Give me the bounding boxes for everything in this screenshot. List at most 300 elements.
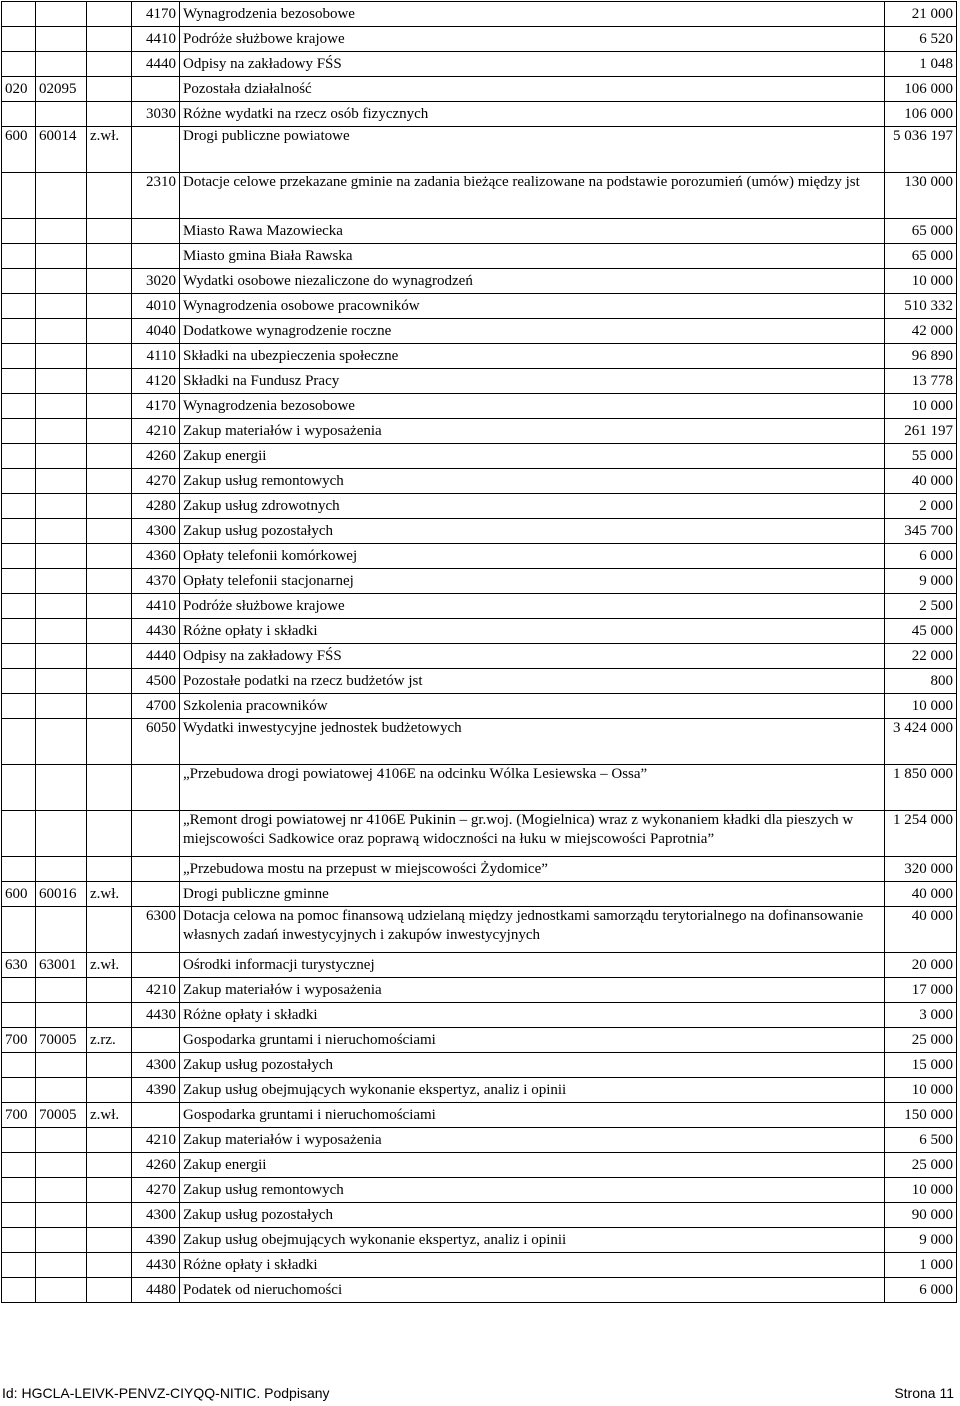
amount-cell: 345 700 — [885, 519, 957, 544]
amount-cell: 20 000 — [885, 953, 957, 978]
rozdzial-cell — [36, 694, 87, 719]
zadanie-cell — [87, 694, 132, 719]
rozdzial-cell — [36, 569, 87, 594]
zadanie-cell — [87, 765, 132, 811]
paragraf-cell — [132, 219, 180, 244]
table-row — [2, 269, 957, 294]
rozdzial-cell — [36, 52, 87, 77]
table-row — [2, 644, 957, 669]
description-cell: Podróże służbowe krajowe — [180, 594, 885, 619]
paragraf-cell: 4280 — [132, 494, 180, 519]
rozdzial-cell: 70005 — [36, 1028, 87, 1053]
zadanie-cell — [87, 2, 132, 27]
description-cell: Miasto Rawa Mazowiecka — [180, 219, 885, 244]
description-cell: Wynagrodzenia osobowe pracowników — [180, 294, 885, 319]
table-row — [2, 52, 957, 77]
description-cell: Różne wydatki na rzecz osób fizycznych — [180, 102, 885, 127]
table-row — [2, 27, 957, 52]
amount-cell: 40 000 — [885, 469, 957, 494]
dzial-cell — [2, 319, 36, 344]
dzial-cell — [2, 811, 36, 857]
amount-cell: 6 000 — [885, 1278, 957, 1303]
table-row — [2, 102, 957, 127]
paragraf-cell: 6050 — [132, 719, 180, 765]
zadanie-cell — [87, 569, 132, 594]
amount-cell: 510 332 — [885, 294, 957, 319]
dzial-cell — [2, 1153, 36, 1178]
amount-cell: 15 000 — [885, 1053, 957, 1078]
description-cell: Opłaty telefonii komórkowej — [180, 544, 885, 569]
table-row — [2, 2, 957, 27]
rozdzial-cell — [36, 765, 87, 811]
zadanie-cell — [87, 369, 132, 394]
dzial-cell — [2, 52, 36, 77]
description-cell: Wydatki osobowe niezaliczone do wynagrodzeń — [180, 269, 885, 294]
dzial-cell — [2, 619, 36, 644]
table-row — [2, 1003, 957, 1028]
document-id: Id: HGCLA-LEIVK-PENVZ-CIYQQ-NITIC. Podpisany — [2, 1385, 330, 1401]
amount-cell: 13 778 — [885, 369, 957, 394]
rozdzial-cell — [36, 1228, 87, 1253]
amount-cell: 130 000 — [885, 173, 957, 219]
description-cell: Składki na Fundusz Pracy — [180, 369, 885, 394]
description-cell: Zakup usług pozostałych — [180, 1053, 885, 1078]
description-cell: Zakup usług pozostałych — [180, 1203, 885, 1228]
table-row — [2, 1278, 957, 1303]
table-row — [2, 978, 957, 1003]
description-cell: Drogi publiczne gminne — [180, 882, 885, 907]
dzial-cell — [2, 1253, 36, 1278]
zadanie-cell: z.wł. — [87, 953, 132, 978]
description-cell: „Przebudowa drogi powiatowej 4106E na odcinku Wólka Lesiewska – Ossa” — [180, 765, 885, 811]
description-cell: Gospodarka gruntami i nieruchomościami — [180, 1028, 885, 1053]
amount-cell: 2 000 — [885, 494, 957, 519]
rozdzial-cell: 60014 — [36, 127, 87, 173]
amount-cell: 10 000 — [885, 1178, 957, 1203]
dzial-cell — [2, 1003, 36, 1028]
zadanie-cell — [87, 1153, 132, 1178]
amount-cell: 10 000 — [885, 269, 957, 294]
zadanie-cell — [87, 594, 132, 619]
dzial-cell — [2, 669, 36, 694]
table-row — [2, 544, 957, 569]
paragraf-cell: 4300 — [132, 1053, 180, 1078]
table-row — [2, 244, 957, 269]
table-row — [2, 173, 957, 219]
rozdzial-cell — [36, 394, 87, 419]
description-cell: Ośrodki informacji turystycznej — [180, 953, 885, 978]
dzial-cell: 600 — [2, 882, 36, 907]
paragraf-cell: 4390 — [132, 1078, 180, 1103]
description-cell: Szkolenia pracowników — [180, 694, 885, 719]
paragraf-cell: 4410 — [132, 27, 180, 52]
paragraf-cell — [132, 953, 180, 978]
table-row — [2, 1228, 957, 1253]
description-cell: Podróże służbowe krajowe — [180, 27, 885, 52]
paragraf-cell: 4170 — [132, 2, 180, 27]
zadanie-cell — [87, 102, 132, 127]
table-row — [2, 444, 957, 469]
paragraf-cell: 2310 — [132, 173, 180, 219]
dzial-cell — [2, 857, 36, 882]
amount-cell: 90 000 — [885, 1203, 957, 1228]
dzial-cell — [2, 978, 36, 1003]
paragraf-cell: 4300 — [132, 1203, 180, 1228]
rozdzial-cell — [36, 419, 87, 444]
dzial-cell — [2, 469, 36, 494]
paragraf-cell: 4040 — [132, 319, 180, 344]
amount-cell: 9 000 — [885, 1228, 957, 1253]
rozdzial-cell — [36, 719, 87, 765]
dzial-cell — [2, 719, 36, 765]
rozdzial-cell — [36, 1178, 87, 1203]
table-row — [2, 1253, 957, 1278]
dzial-cell: 700 — [2, 1028, 36, 1053]
paragraf-cell: 4120 — [132, 369, 180, 394]
zadanie-cell — [87, 1203, 132, 1228]
table-row — [2, 369, 957, 394]
amount-cell: 1 000 — [885, 1253, 957, 1278]
rozdzial-cell — [36, 519, 87, 544]
paragraf-cell — [132, 127, 180, 173]
table-row — [2, 1203, 957, 1228]
description-cell: Dotacja celowa na pomoc finansową udzielaną między jednostkami samorządu terytorialnego na dofinansowanie własnych zadań inwestycyjnych i zakupów inwestycyjnych — [180, 907, 885, 953]
description-cell: Składki na ubezpieczenia społeczne — [180, 344, 885, 369]
table-row — [2, 1053, 957, 1078]
paragraf-cell: 4110 — [132, 344, 180, 369]
rozdzial-cell: 70005 — [36, 1103, 87, 1128]
zadanie-cell — [87, 294, 132, 319]
zadanie-cell — [87, 978, 132, 1003]
paragraf-cell — [132, 1103, 180, 1128]
dzial-cell — [2, 173, 36, 219]
table-row — [2, 669, 957, 694]
table-row — [2, 1153, 957, 1178]
paragraf-cell: 4440 — [132, 52, 180, 77]
paragraf-cell: 4260 — [132, 444, 180, 469]
zadanie-cell — [87, 344, 132, 369]
description-cell: Drogi publiczne powiatowe — [180, 127, 885, 173]
description-cell: Zakup usług remontowych — [180, 469, 885, 494]
zadanie-cell — [87, 1003, 132, 1028]
budget-table-body — [2, 2, 957, 1303]
table-row — [2, 569, 957, 594]
paragraf-cell: 3030 — [132, 102, 180, 127]
amount-cell: 800 — [885, 669, 957, 694]
table-row — [2, 394, 957, 419]
amount-cell: 10 000 — [885, 1078, 957, 1103]
description-cell: Odpisy na zakładowy FŚS — [180, 644, 885, 669]
zadanie-cell — [87, 857, 132, 882]
amount-cell: 22 000 — [885, 644, 957, 669]
amount-cell: 3 424 000 — [885, 719, 957, 765]
rozdzial-cell — [36, 2, 87, 27]
dzial-cell — [2, 27, 36, 52]
description-cell: Odpisy na zakładowy FŚS — [180, 52, 885, 77]
paragraf-cell: 4480 — [132, 1278, 180, 1303]
description-cell: Wydatki inwestycyjne jednostek budżetowych — [180, 719, 885, 765]
paragraf-cell: 4440 — [132, 644, 180, 669]
zadanie-cell — [87, 519, 132, 544]
amount-cell: 6 520 — [885, 27, 957, 52]
table-row — [2, 719, 957, 765]
rozdzial-cell — [36, 244, 87, 269]
description-cell: „Remont drogi powiatowej nr 4106E Pukinin – gr.woj. (Mogielnica) wraz z wykonaniem kładki dla pieszych w miejscowości Sadkowice oraz poprawą widoczności na łuku w miejscowości Paprotnia” — [180, 811, 885, 857]
description-cell: Wynagrodzenia bezosobowe — [180, 394, 885, 419]
paragraf-cell: 4700 — [132, 694, 180, 719]
amount-cell: 2 500 — [885, 594, 957, 619]
dzial-cell — [2, 1053, 36, 1078]
paragraf-cell: 4500 — [132, 669, 180, 694]
rozdzial-cell — [36, 1128, 87, 1153]
table-row — [2, 494, 957, 519]
rozdzial-cell — [36, 444, 87, 469]
amount-cell: 1 254 000 — [885, 811, 957, 857]
zadanie-cell: z.wł. — [87, 1103, 132, 1128]
description-cell: Wynagrodzenia bezosobowe — [180, 2, 885, 27]
rozdzial-cell — [36, 1278, 87, 1303]
table-row — [2, 907, 957, 953]
table-row — [2, 294, 957, 319]
dzial-cell — [2, 1128, 36, 1153]
zadanie-cell — [87, 1178, 132, 1203]
dzial-cell — [2, 394, 36, 419]
description-cell: Zakup usług obejmujących wykonanie ekspertyz, analiz i opinii — [180, 1078, 885, 1103]
table-row — [2, 1128, 957, 1153]
rozdzial-cell: 63001 — [36, 953, 87, 978]
rozdzial-cell — [36, 857, 87, 882]
zadanie-cell: z.wł. — [87, 127, 132, 173]
zadanie-cell — [87, 619, 132, 644]
zadanie-cell — [87, 1078, 132, 1103]
rozdzial-cell — [36, 27, 87, 52]
rozdzial-cell — [36, 811, 87, 857]
table-row — [2, 594, 957, 619]
dzial-cell: 600 — [2, 127, 36, 173]
zadanie-cell — [87, 669, 132, 694]
page-number: Strona 11 — [894, 1385, 954, 1401]
zadanie-cell — [87, 27, 132, 52]
dzial-cell — [2, 519, 36, 544]
dzial-cell — [2, 569, 36, 594]
paragraf-cell: 4270 — [132, 469, 180, 494]
description-cell: Zakup materiałów i wyposażenia — [180, 1128, 885, 1153]
zadanie-cell — [87, 173, 132, 219]
zadanie-cell — [87, 469, 132, 494]
amount-cell: 9 000 — [885, 569, 957, 594]
description-cell: Różne opłaty i składki — [180, 619, 885, 644]
rozdzial-cell — [36, 102, 87, 127]
paragraf-cell: 4430 — [132, 1003, 180, 1028]
rozdzial-cell — [36, 494, 87, 519]
dzial-cell: 700 — [2, 1103, 36, 1128]
zadanie-cell — [87, 419, 132, 444]
rozdzial-cell: 60016 — [36, 882, 87, 907]
paragraf-cell: 4260 — [132, 1153, 180, 1178]
table-row — [2, 1028, 957, 1053]
description-cell: Gospodarka gruntami i nieruchomościami — [180, 1103, 885, 1128]
paragraf-cell: 4210 — [132, 419, 180, 444]
zadanie-cell — [87, 719, 132, 765]
dzial-cell — [2, 907, 36, 953]
rozdzial-cell — [36, 619, 87, 644]
amount-cell: 40 000 — [885, 882, 957, 907]
description-cell: Zakup energii — [180, 444, 885, 469]
table-row — [2, 857, 957, 882]
table-row — [2, 882, 957, 907]
dzial-cell — [2, 219, 36, 244]
dzial-cell — [2, 694, 36, 719]
rozdzial-cell — [36, 1203, 87, 1228]
zadanie-cell — [87, 494, 132, 519]
description-cell: Zakup usług pozostałych — [180, 519, 885, 544]
dzial-cell — [2, 269, 36, 294]
amount-cell: 45 000 — [885, 619, 957, 644]
dzial-cell — [2, 594, 36, 619]
zadanie-cell: z.wł. — [87, 882, 132, 907]
amount-cell: 10 000 — [885, 694, 957, 719]
rozdzial-cell — [36, 219, 87, 244]
table-row — [2, 419, 957, 444]
dzial-cell — [2, 1078, 36, 1103]
paragraf-cell — [132, 1028, 180, 1053]
zadanie-cell — [87, 1053, 132, 1078]
description-cell: Miasto gmina Biała Rawska — [180, 244, 885, 269]
rozdzial-cell — [36, 1153, 87, 1178]
zadanie-cell — [87, 1128, 132, 1153]
dzial-cell — [2, 444, 36, 469]
zadanie-cell — [87, 1278, 132, 1303]
description-cell: Różne opłaty i składki — [180, 1003, 885, 1028]
table-row — [2, 953, 957, 978]
dzial-cell — [2, 1278, 36, 1303]
zadanie-cell: z.rz. — [87, 1028, 132, 1053]
dzial-cell — [2, 544, 36, 569]
description-cell: Zakup materiałów i wyposażenia — [180, 419, 885, 444]
description-cell: Dotacje celowe przekazane gminie na zadania bieżące realizowane na podstawie porozumień (umów) między jst — [180, 173, 885, 219]
rozdzial-cell — [36, 544, 87, 569]
dzial-cell — [2, 102, 36, 127]
paragraf-cell: 4430 — [132, 619, 180, 644]
table-row — [2, 519, 957, 544]
zadanie-cell — [87, 1253, 132, 1278]
budget-table — [1, 1, 957, 1303]
description-cell: Podatek od nieruchomości — [180, 1278, 885, 1303]
dzial-cell: 020 — [2, 77, 36, 102]
rozdzial-cell — [36, 294, 87, 319]
zadanie-cell — [87, 52, 132, 77]
table-row — [2, 344, 957, 369]
amount-cell: 55 000 — [885, 444, 957, 469]
amount-cell: 65 000 — [885, 244, 957, 269]
dzial-cell — [2, 344, 36, 369]
amount-cell: 106 000 — [885, 77, 957, 102]
rozdzial-cell — [36, 594, 87, 619]
table-row — [2, 77, 957, 102]
dzial-cell — [2, 369, 36, 394]
table-row — [2, 469, 957, 494]
table-row — [2, 765, 957, 811]
paragraf-cell — [132, 857, 180, 882]
table-row — [2, 1178, 957, 1203]
dzial-cell — [2, 494, 36, 519]
table-row — [2, 694, 957, 719]
amount-cell: 65 000 — [885, 219, 957, 244]
zadanie-cell — [87, 244, 132, 269]
amount-cell: 320 000 — [885, 857, 957, 882]
description-cell: „Przebudowa mostu na przepust w miejscowości Żydomice” — [180, 857, 885, 882]
amount-cell: 96 890 — [885, 344, 957, 369]
dzial-cell — [2, 419, 36, 444]
zadanie-cell — [87, 77, 132, 102]
amount-cell: 1 048 — [885, 52, 957, 77]
amount-cell: 5 036 197 — [885, 127, 957, 173]
dzial-cell: 630 — [2, 953, 36, 978]
paragraf-cell: 3020 — [132, 269, 180, 294]
rozdzial-cell — [36, 1053, 87, 1078]
description-cell: Zakup usług remontowych — [180, 1178, 885, 1203]
dzial-cell — [2, 1178, 36, 1203]
dzial-cell — [2, 644, 36, 669]
description-cell: Zakup energii — [180, 1153, 885, 1178]
amount-cell: 25 000 — [885, 1153, 957, 1178]
paragraf-cell: 4410 — [132, 594, 180, 619]
description-cell: Zakup usług zdrowotnych — [180, 494, 885, 519]
paragraf-cell — [132, 882, 180, 907]
amount-cell: 106 000 — [885, 102, 957, 127]
rozdzial-cell — [36, 669, 87, 694]
amount-cell: 1 850 000 — [885, 765, 957, 811]
table-row — [2, 811, 957, 857]
zadanie-cell — [87, 644, 132, 669]
table-row — [2, 127, 957, 173]
paragraf-cell: 4390 — [132, 1228, 180, 1253]
zadanie-cell — [87, 394, 132, 419]
rozdzial-cell — [36, 469, 87, 494]
rozdzial-cell — [36, 269, 87, 294]
dzial-cell — [2, 1203, 36, 1228]
description-cell: Dodatkowe wynagrodzenie roczne — [180, 319, 885, 344]
paragraf-cell — [132, 765, 180, 811]
rozdzial-cell — [36, 978, 87, 1003]
paragraf-cell: 4210 — [132, 978, 180, 1003]
zadanie-cell — [87, 219, 132, 244]
rozdzial-cell — [36, 644, 87, 669]
amount-cell: 261 197 — [885, 419, 957, 444]
zadanie-cell — [87, 544, 132, 569]
rozdzial-cell — [36, 344, 87, 369]
paragraf-cell: 4370 — [132, 569, 180, 594]
paragraf-cell: 6300 — [132, 907, 180, 953]
rozdzial-cell — [36, 173, 87, 219]
zadanie-cell — [87, 269, 132, 294]
description-cell: Zakup materiałów i wyposażenia — [180, 978, 885, 1003]
dzial-cell — [2, 244, 36, 269]
paragraf-cell — [132, 77, 180, 102]
amount-cell: 21 000 — [885, 2, 957, 27]
dzial-cell — [2, 2, 36, 27]
amount-cell: 6 500 — [885, 1128, 957, 1153]
paragraf-cell: 4430 — [132, 1253, 180, 1278]
paragraf-cell: 4210 — [132, 1128, 180, 1153]
rozdzial-cell — [36, 319, 87, 344]
paragraf-cell — [132, 244, 180, 269]
amount-cell: 40 000 — [885, 907, 957, 953]
table-row — [2, 619, 957, 644]
zadanie-cell — [87, 811, 132, 857]
dzial-cell — [2, 1228, 36, 1253]
description-cell: Opłaty telefonii stacjonarnej — [180, 569, 885, 594]
